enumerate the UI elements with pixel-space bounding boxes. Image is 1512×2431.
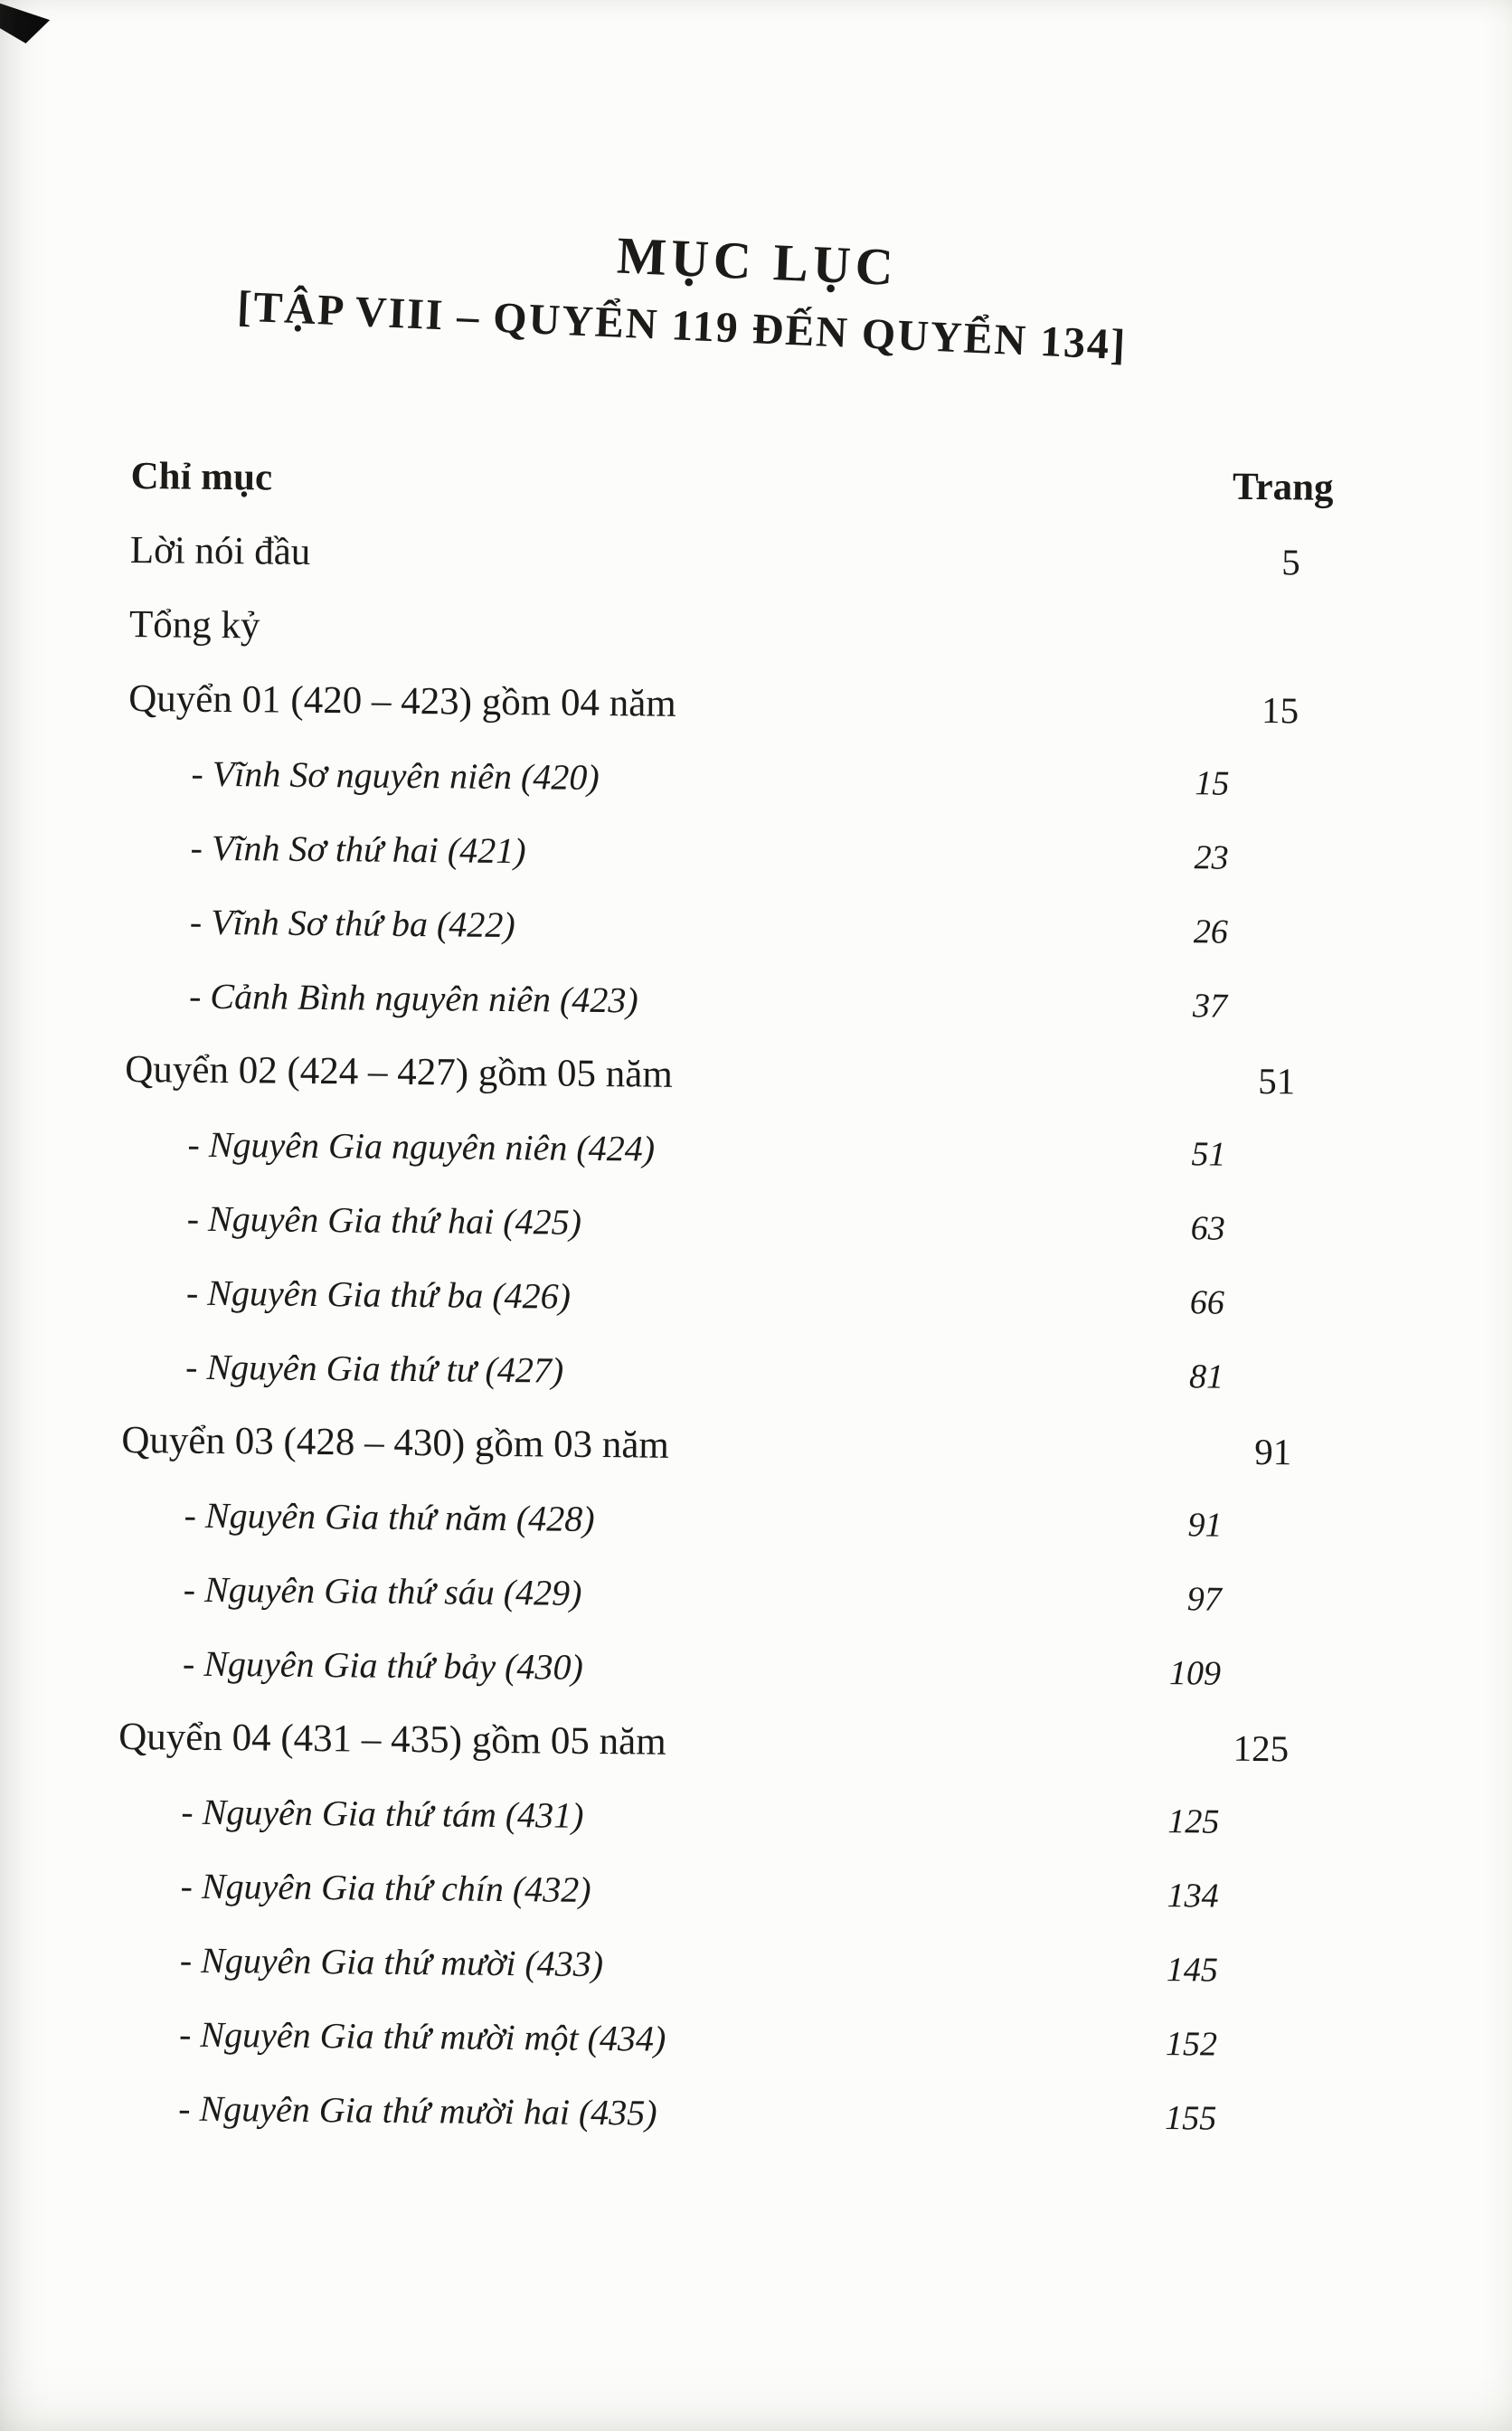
toc-column-headers [130, 440, 1334, 525]
toc-entry-label: Lời nói đầu [129, 528, 311, 573]
scan-corner-artifact [0, 0, 58, 43]
index-column-header: Chỉ mục [130, 454, 273, 499]
toc-entry-label: - Nguyên Gia thứ chín (432) [180, 1865, 591, 1910]
toc-list [115, 514, 1333, 2157]
toc-entry-label: - Nguyên Gia thứ ba (426) [185, 1272, 572, 1317]
toc-entry-label: - Nguyên Gia thứ hai (425) [186, 1197, 582, 1243]
toc-entry-page: 37 [1192, 987, 1228, 1026]
toc-entry-label: - Vĩnh Sơ thứ ba (422) [189, 901, 515, 946]
toc-entry-page: 23 [1194, 838, 1229, 877]
toc-row [129, 514, 1333, 600]
toc-row [128, 736, 1331, 822]
toc-entry-label: - Vĩnh Sơ thứ hai (421) [190, 827, 526, 872]
toc-entry-page: 66 [1189, 1283, 1225, 1322]
toc-row [128, 662, 1332, 748]
toc-entry-page: 26 [1193, 913, 1229, 951]
toc-entry-page: 145 [1166, 1951, 1219, 1990]
toc-entry-page: 91 [1187, 1506, 1223, 1545]
toc-row [117, 1849, 1320, 1934]
toc-entry-label: - Nguyên Gia thứ mười (433) [179, 1939, 604, 1985]
toc-header [0, 196, 1512, 393]
toc-entry-page: 109 [1168, 1654, 1222, 1693]
toc-entry-label: Tổng kỷ [128, 602, 260, 648]
toc-row [126, 884, 1329, 970]
toc-entry-label: - Nguyên Gia nguyên niên (424) [187, 1123, 656, 1169]
toc-row [123, 1181, 1327, 1267]
toc-entry-page: 134 [1167, 1877, 1219, 1915]
toc-entry-label: - Nguyên Gia thứ bảy (430) [182, 1642, 584, 1688]
toc-entry-label: Quyển 01 (420 – 423) gồm 04 năm [128, 676, 676, 725]
toc-row [126, 959, 1329, 1045]
toc-row [116, 1997, 1319, 2083]
toc-entry-page [1105, 597, 1333, 673]
toc-entry-label: - Nguyên Gia thứ tư (427) [184, 1346, 564, 1391]
toc-row [118, 1774, 1321, 1860]
toc-entry-label: - Nguyên Gia thứ sáu (429) [183, 1568, 582, 1613]
toc-row [118, 1700, 1322, 1786]
toc-row [129, 588, 1333, 674]
toc-row [119, 1552, 1323, 1638]
toc-row [125, 1033, 1328, 1119]
toc-entry-page: 91 [1254, 1430, 1292, 1473]
table-of-contents [115, 440, 1334, 2157]
toc-entry-label: Quyển 02 (424 – 427) gồm 05 năm [125, 1047, 674, 1096]
toc-entry-page: 125 [1233, 1726, 1290, 1770]
toc-entry-page: 15 [1195, 764, 1230, 803]
toc-entry-label: - Nguyên Gia thứ mười một (434) [178, 2013, 666, 2059]
toc-entry-label: Quyển 03 (428 – 430) gồm 03 năm [121, 1418, 670, 1467]
toc-entry-page: 51 [1191, 1135, 1226, 1174]
toc-row [115, 2071, 1318, 2157]
page-column-header: Trang [1232, 465, 1334, 509]
toc-entry-label: - Nguyên Gia thứ tám (431) [181, 1791, 584, 1836]
toc-entry-page: 63 [1190, 1209, 1225, 1248]
toc-entry-label: - Cảnh Bình nguyên niên (423) [188, 975, 638, 1021]
toc-row [123, 1255, 1327, 1341]
toc-row [122, 1329, 1326, 1415]
toc-entry-label: Quyển 04 (431 – 435) gồm 05 năm [118, 1715, 666, 1764]
toc-entry-page: 51 [1258, 1059, 1296, 1102]
toc-entry-page: 152 [1165, 2025, 1218, 2064]
toc-entry-label: - Nguyên Gia thứ năm (428) [184, 1494, 595, 1539]
toc-row [124, 1107, 1328, 1193]
toc-entry-page: 5 [1281, 541, 1300, 583]
page-subtitle: [TẬP VIII – QUYỂN 119 ĐẾN QUYỂN 134] [236, 282, 1129, 370]
toc-row [116, 1923, 1319, 2009]
toc-row [121, 1404, 1325, 1490]
toc-entry-page: 155 [1165, 2099, 1217, 2138]
toc-entry-page: 15 [1261, 689, 1299, 732]
toc-entry-label: - Vĩnh Sơ nguyên niên (420) [191, 752, 600, 798]
page-title: MỤC LỤC [615, 225, 899, 298]
toc-row [119, 1626, 1323, 1712]
toc-entry-page: 125 [1167, 1802, 1220, 1841]
toc-entry-page: 97 [1186, 1580, 1222, 1619]
toc-entry-page: 81 [1188, 1357, 1224, 1396]
toc-entry-label: - Nguyên Gia thứ mười hai (435) [178, 2087, 657, 2133]
toc-row [120, 1478, 1324, 1564]
toc-row [127, 810, 1330, 896]
